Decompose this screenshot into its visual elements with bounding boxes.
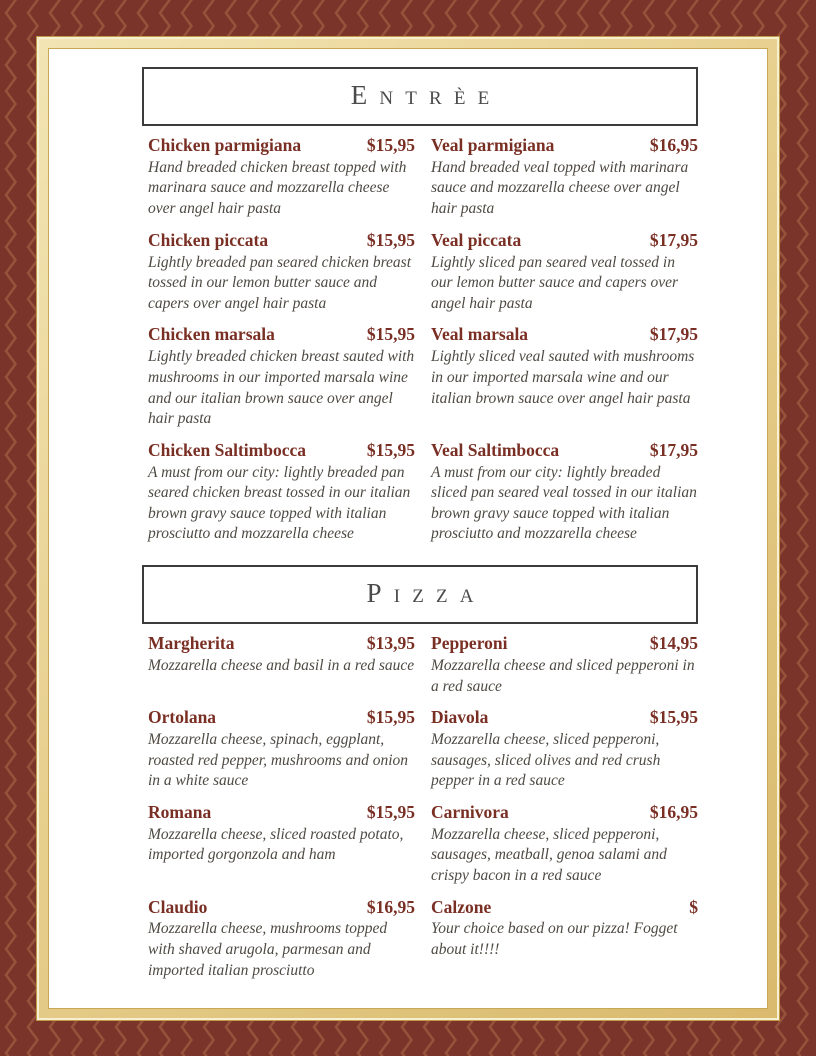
item-name: Veal piccata (431, 229, 522, 250)
menu-item-header (431, 897, 698, 919)
section-title: Pizza (366, 578, 486, 609)
section-items (142, 633, 698, 991)
item-name: Diavola (431, 707, 489, 728)
section-title-box (142, 67, 698, 126)
item-name: Chicken Saltimbocca (148, 439, 306, 460)
gold-frame (36, 36, 780, 1021)
item-description: Mozzarella cheese and basil in a red sauce (148, 656, 415, 674)
item-price: $16,95 (649, 135, 698, 155)
menu-paper (48, 48, 768, 1009)
menu-item-header (431, 230, 698, 252)
item-name: Ortolana (148, 707, 217, 728)
menu-section (142, 67, 698, 555)
menu-item (431, 707, 698, 792)
menu-item-header (148, 802, 415, 824)
item-description: Your choice based on our pizza! Fogget about it!!!! (431, 920, 678, 959)
item-price: $15,95 (366, 229, 415, 250)
item-price: $15,95 (649, 707, 698, 728)
item-description: Mozzarella cheese, sliced pepperoni, sausages, meatball, genoa salami and crispy bacon in a red sauce (431, 825, 667, 884)
item-description: Hand breaded veal topped with marinara sauce and mozzarella cheese over angel hair pasta (431, 158, 689, 218)
item-price: $16,95 (366, 896, 415, 917)
section-title-box (142, 565, 698, 624)
item-name: Calzone (431, 896, 492, 917)
menu-item-header (148, 324, 415, 346)
item-price: $17,95 (649, 439, 698, 460)
item-description: Mozzarella cheese, sliced roasted potato, imported gorgonzola and ham (148, 825, 404, 864)
menu-section (142, 565, 698, 991)
item-price: $ (689, 896, 698, 917)
menu-item (148, 440, 415, 545)
menu-item (148, 135, 415, 220)
item-price: $13,95 (366, 633, 415, 654)
menu-item (148, 707, 415, 792)
item-description: Mozzarella cheese and sliced pepperoni in a red sauce (431, 656, 695, 695)
menu-item-header (148, 633, 415, 655)
item-description: Mozzarella cheese, mushrooms topped with shaved arugola, parmesan and imported italian prosciutto (148, 920, 388, 979)
menu-item-header (431, 633, 698, 655)
item-description: Mozzarella cheese, spinach, eggplant, roasted red pepper, mushrooms and onion in a white sauce (148, 731, 409, 790)
item-name: Carnivora (431, 801, 509, 822)
item-name: Veal marsala (431, 324, 529, 345)
item-name: Romana (148, 801, 212, 822)
menu-item (431, 324, 698, 429)
menu-item (148, 897, 415, 982)
menu-item (148, 230, 415, 315)
menu-item-header (431, 802, 698, 824)
item-price: $15,95 (366, 135, 415, 155)
menu-item (431, 633, 698, 697)
menu-item-header (148, 707, 415, 729)
item-description: Lightly sliced pan seared veal tossed in our lemon butter sauce and capers over angel hair pasta (431, 253, 679, 312)
menu-item-header (148, 135, 415, 157)
section-title: Entrèe (350, 80, 502, 110)
menu-item (431, 802, 698, 887)
item-name: Margherita (148, 633, 235, 654)
menu-item-header (431, 440, 698, 462)
menu-item-header (148, 230, 415, 252)
item-name: Chicken parmigiana (148, 135, 302, 155)
item-price: $15,95 (366, 707, 415, 728)
menu-sections (142, 67, 698, 991)
menu-item (431, 230, 698, 315)
menu-item (431, 897, 698, 982)
menu-item (148, 802, 415, 887)
item-name: Veal parmigiana (431, 135, 555, 155)
item-price: $15,95 (366, 324, 415, 345)
item-description: A must from our city: lightly breaded pan seared chicken breast tossed in our italian brown gravy sauce topped with italian prosciutto and mozzarella cheese (148, 463, 411, 543)
menu-item (148, 324, 415, 429)
item-price: $14,95 (649, 633, 698, 654)
item-price: $17,95 (649, 324, 698, 345)
section-items (142, 135, 698, 555)
item-price: $16,95 (649, 801, 698, 822)
item-description: Lightly breaded pan seared chicken breast tossed in our lemon butter sauce and capers over angel hair pasta (148, 253, 412, 312)
menu-item-header (431, 707, 698, 729)
menu-item-header (431, 324, 698, 346)
item-price: $17,95 (649, 229, 698, 250)
menu-item-header (148, 440, 415, 462)
item-description: Mozzarella cheese, sliced pepperoni, sausages, sliced olives and red crush pepper in a red sauce (431, 731, 661, 790)
menu-item-header (431, 135, 698, 157)
item-name: Pepperoni (431, 633, 508, 654)
menu-item (148, 633, 415, 697)
menu-item (431, 135, 698, 220)
item-description: A must from our city: lightly breaded sliced pan seared veal tossed in our italian brown gravy sauce topped with italian prosciutto and mozzarella cheese (431, 463, 697, 543)
item-price: $15,95 (366, 439, 415, 460)
item-name: Veal Saltimbocca (431, 439, 560, 460)
menu-item-header (148, 897, 415, 919)
item-price: $15,95 (366, 801, 415, 822)
item-description: Hand breaded chicken breast topped with marinara sauce and mozzarella cheese over angel hair pasta (148, 158, 407, 218)
menu-item (431, 440, 698, 545)
item-name: Chicken marsala (148, 324, 275, 345)
item-name: Claudio (148, 896, 208, 917)
item-description: Lightly breaded chicken breast sauted with mushrooms in our imported marsala wine and our italian brown sauce over angel hair pasta (148, 348, 415, 428)
item-name: Chicken piccata (148, 229, 269, 250)
item-description: Lightly sliced veal sauted with mushrooms in our imported marsala wine and our italian brown sauce over angel hair pasta (431, 348, 695, 407)
